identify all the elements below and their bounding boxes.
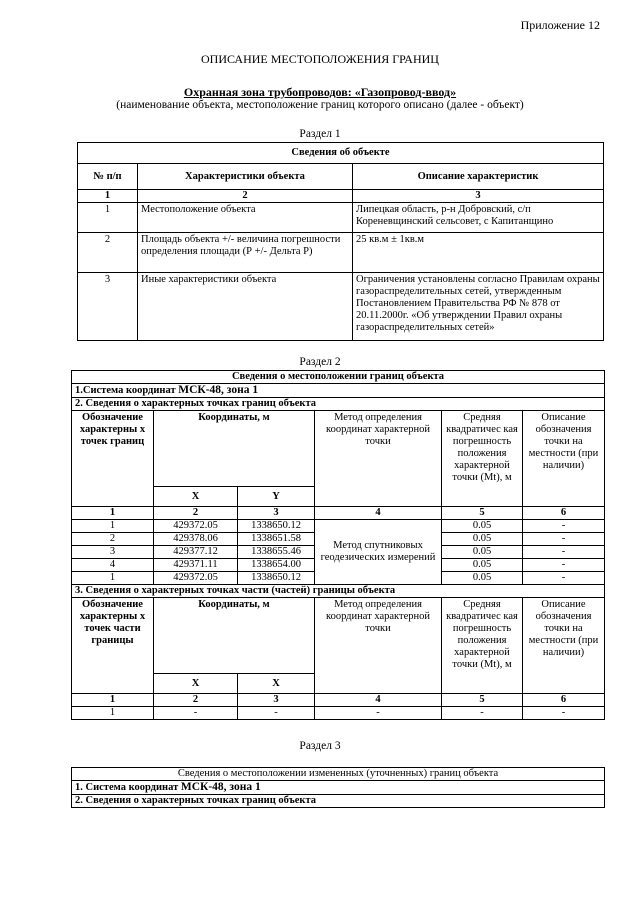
part-col-method: Метод определения координат характерной точки bbox=[315, 598, 442, 694]
col-index: 2 bbox=[138, 190, 353, 203]
point-y: 1338655.46 bbox=[238, 546, 315, 559]
col-coordinates: Координаты, м bbox=[154, 411, 315, 487]
col-index: 1 bbox=[72, 694, 154, 707]
col-number: № п/п bbox=[78, 164, 138, 190]
col-index: 4 bbox=[315, 507, 442, 520]
zone-title: Охранная зона трубопроводов: «Газопровод-ввод» bbox=[183, 85, 457, 99]
document-title: ОПИСАНИЕ МЕСТОПОЛОЖЕНИЯ ГРАНИЦ bbox=[201, 52, 439, 66]
point-number: 2 bbox=[72, 533, 154, 546]
point-desc: - bbox=[523, 520, 605, 533]
coord-system-prefix: 1.Система координат bbox=[75, 385, 179, 396]
table-row bbox=[72, 520, 605, 533]
section3-table bbox=[71, 767, 605, 808]
part-col-point-description: Описание обозначения точки на местности (при наличии) bbox=[523, 598, 605, 694]
point-number: 1 bbox=[72, 520, 154, 533]
col-designation: Обозначение характерны х точек границ bbox=[72, 411, 154, 507]
row-name: Иные характеристики объекта bbox=[138, 273, 353, 341]
point-error: 0.05 bbox=[442, 520, 523, 533]
point-desc: - bbox=[523, 559, 605, 572]
row-number: 2 bbox=[78, 233, 138, 273]
point-x: 429372.05 bbox=[154, 520, 238, 533]
section1-header: Сведения об объекте bbox=[78, 143, 604, 164]
point-x: 429371.11 bbox=[154, 559, 238, 572]
point-x: 429377.12 bbox=[154, 546, 238, 559]
point-y: 1338650.12 bbox=[238, 520, 315, 533]
col-index: 3 bbox=[238, 694, 315, 707]
point-y: 1338650.12 bbox=[238, 572, 315, 585]
col-y: Y bbox=[238, 487, 315, 507]
part-point-desc: - bbox=[523, 707, 605, 720]
section2-label: Раздел 2 bbox=[299, 356, 341, 368]
col-index: 2 bbox=[154, 507, 238, 520]
point-desc: - bbox=[523, 533, 605, 546]
point-desc: - bbox=[523, 572, 605, 585]
point-x: 429378.06 bbox=[154, 533, 238, 546]
row-number: 1 bbox=[78, 203, 138, 233]
col-index: 5 bbox=[442, 507, 523, 520]
part-col-coordinates: Координаты, м bbox=[154, 598, 315, 674]
zone-subtitle: (наименование объекта, местоположение границ которого описано (далее - объект) bbox=[116, 99, 524, 111]
col-method: Метод определения координат характерной точки bbox=[315, 411, 442, 507]
point-number: 3 bbox=[72, 546, 154, 559]
part-col-error: Средняя квадратичес кая погрешность положения характерной точки (Mt), м bbox=[442, 598, 523, 694]
coord-system bbox=[72, 384, 605, 398]
section2-table bbox=[71, 370, 605, 720]
col-error: Средняя квадратичес кая погрешность положения характерной точки (Mt), м bbox=[442, 411, 523, 507]
row-name: Площадь объекта +/- величина погрешности определения площади (Р +/- Дельта Р) bbox=[138, 233, 353, 273]
col-index: 6 bbox=[523, 507, 605, 520]
point-error: 0.05 bbox=[442, 533, 523, 546]
table-row bbox=[72, 707, 605, 720]
col-index: 3 bbox=[238, 507, 315, 520]
part-col-designation: Обозначение характерны х точек части границы bbox=[72, 598, 154, 694]
part-point-x: - bbox=[154, 707, 238, 720]
coord-system-name: МСК-48, зона 1 bbox=[180, 781, 261, 793]
point-number: 4 bbox=[72, 559, 154, 572]
point-error: 0.05 bbox=[442, 559, 523, 572]
part-points-header: 3. Сведения о характерных точках части (частей) границы объекта bbox=[72, 585, 605, 598]
row-desc: 25 кв.м ± 1кв.м bbox=[353, 233, 604, 273]
section3-header: Сведения о местоположении измененных (уточненных) границ объекта bbox=[72, 768, 605, 781]
col-index: 3 bbox=[353, 190, 604, 203]
col-index: 5 bbox=[442, 694, 523, 707]
section3-label: Раздел 3 bbox=[299, 740, 341, 752]
appendix-label: Приложение 12 bbox=[520, 18, 600, 32]
part-point-error: - bbox=[442, 707, 523, 720]
part-point-x2: - bbox=[238, 707, 315, 720]
col-index: 2 bbox=[154, 694, 238, 707]
coord-system-prefix: 1. Система координат bbox=[75, 782, 181, 793]
row-desc: Ограничения установлены согласно Правилам охраны газораспределительных сетей, утвержденным Постановлением Правительства РФ № 878 от 20.11.2000г. «Об утверждении Правил охраны газораспределительных сетей» bbox=[353, 273, 604, 341]
section1-label: Раздел 1 bbox=[299, 128, 341, 140]
point-y: 1338654.00 bbox=[238, 559, 315, 572]
col-x: X bbox=[154, 487, 238, 507]
part-point-number: 1 bbox=[72, 707, 154, 720]
point-desc: - bbox=[523, 546, 605, 559]
part-col-x: X bbox=[154, 674, 238, 694]
point-error: 0.05 bbox=[442, 546, 523, 559]
table-row bbox=[78, 233, 604, 273]
section2-header: Сведения о местоположении границ объекта bbox=[72, 371, 605, 384]
section3-points-header: 2. Сведения о характерных точках границ объекта bbox=[72, 795, 605, 808]
coord-system-name: МСК-48, зона 1 bbox=[178, 384, 259, 396]
table-row bbox=[78, 273, 604, 341]
col-point-description: Описание обозначения точки на местности (при наличии) bbox=[523, 411, 605, 507]
col-index: 1 bbox=[78, 190, 138, 203]
part-point-method: - bbox=[315, 707, 442, 720]
col-index: 6 bbox=[523, 694, 605, 707]
point-error: 0.05 bbox=[442, 572, 523, 585]
row-name: Местоположение объекта bbox=[138, 203, 353, 233]
table-row bbox=[78, 203, 604, 233]
row-number: 3 bbox=[78, 273, 138, 341]
col-characteristic: Характеристики объекта bbox=[138, 164, 353, 190]
section1-table bbox=[77, 142, 604, 341]
col-index: 1 bbox=[72, 507, 154, 520]
point-x: 429372.05 bbox=[154, 572, 238, 585]
point-y: 1338651.58 bbox=[238, 533, 315, 546]
section3-coord-system bbox=[72, 781, 605, 795]
points-header: 2. Сведения о характерных точках границ объекта bbox=[72, 398, 605, 411]
method-value: Метод спутниковых геодезических измерений bbox=[315, 520, 442, 585]
col-description: Описание характеристик bbox=[353, 164, 604, 190]
part-col-x2: X bbox=[238, 674, 315, 694]
point-number: 1 bbox=[72, 572, 154, 585]
row-desc: Липецкая область, р-н Добровский, с/п Кореневщинский сельсовет, с Капитанщино bbox=[353, 203, 604, 233]
col-index: 4 bbox=[315, 694, 442, 707]
